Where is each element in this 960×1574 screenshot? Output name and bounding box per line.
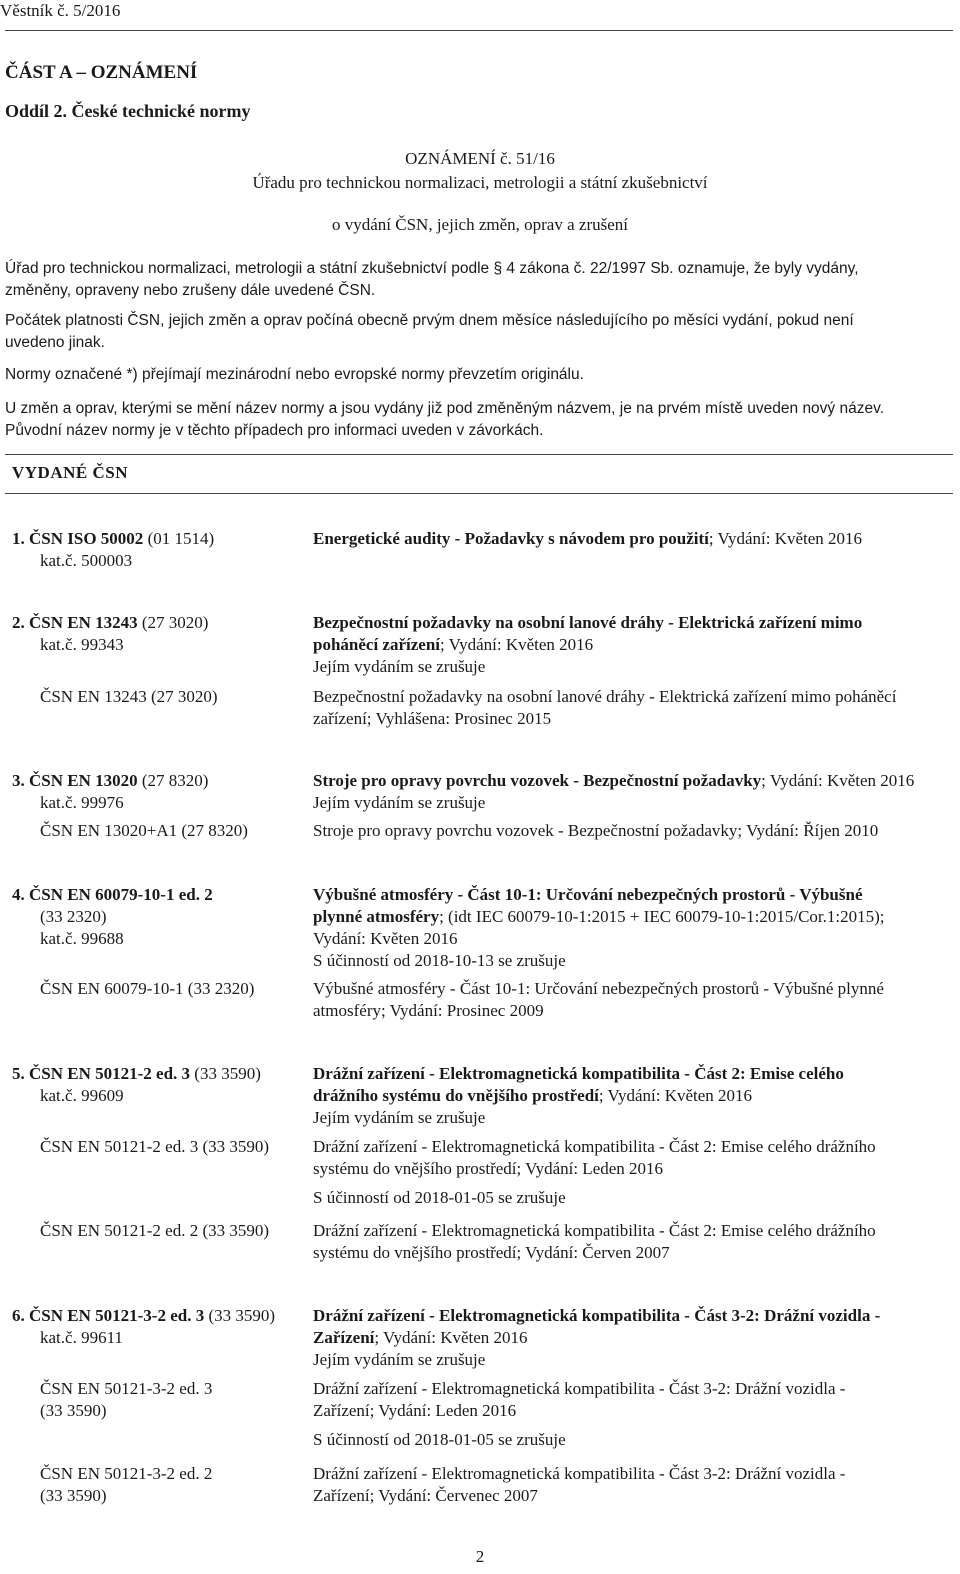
replaced-class: (33 3590) bbox=[40, 1486, 107, 1505]
entry-title: Drážní zařízení - Elektromagnetická kompatibilita - Část 3-2: Drážní vozidla - bbox=[313, 1306, 881, 1325]
catalog-number: kat.č. 99976 bbox=[40, 793, 124, 812]
entry-code: 5. ČSN EN 50121-2 ed. 3 (33 3590) bbox=[12, 1064, 261, 1083]
repeal-note: S účinností od 2018-10-13 se zrušuje bbox=[313, 951, 566, 970]
catalog-number: kat.č. 99609 bbox=[40, 1086, 124, 1105]
notice-subtitle: o vydání ČSN, jejich změn, oprav a zrušení bbox=[331, 215, 628, 234]
page-number: 2 bbox=[475, 1547, 485, 1566]
entry-title: Stroje pro opravy povrchu vozovek - Bezpečnostní požadavky; Vydání: Květen 2016 bbox=[313, 771, 915, 790]
adoption-paragraph: Normy označené *) přejímají mezinárodní nebo evropské normy převzetím originálu. bbox=[5, 366, 584, 383]
replaced-code: ČSN EN 13243 (27 3020) bbox=[40, 687, 218, 706]
header-rule bbox=[5, 30, 953, 31]
catalog-number: kat.č. 500003 bbox=[40, 551, 133, 570]
replaced-title: Drážní zařízení - Elektromagnetická kompatibilita - Část 3-2: Drážní vozidla - bbox=[313, 1379, 846, 1398]
replaced-class: (33 3590) bbox=[40, 1401, 107, 1420]
replaced-title: Zařízení; Vydání: Červenec 2007 bbox=[313, 1486, 538, 1505]
entry-title: Bezpečnostní požadavky na osobní lanové dráhy - Elektrická zařízení mimo bbox=[313, 613, 863, 632]
replaced-title: systému do vnějšího prostředí; Vydání: Červen 2007 bbox=[313, 1243, 670, 1262]
replaced-title: Drážní zařízení - Elektromagnetická kompatibilita - Část 3-2: Drážní vozidla - bbox=[313, 1464, 846, 1483]
validity-paragraph-line: Počátek platnosti ČSN, jejich změn a oprav počíná obecně prvým dnem měsíce následujícího po měsíci vydání, pokud není bbox=[5, 312, 854, 329]
entry-issue: Vydání: Květen 2016 bbox=[313, 929, 458, 948]
notice-title: OZNÁMENÍ č. 51/16 bbox=[405, 149, 555, 168]
section-title: Oddíl 2. České technické normy bbox=[5, 101, 251, 121]
naming-paragraph-line: U změn a oprav, kterými se mění název normy a jsou vydány již pod změněným názvem, je na prvém místě uveden nový název. bbox=[5, 400, 885, 417]
naming-paragraph-line: Původní název normy je v těchto případech pro informaci uveden v závorkách. bbox=[5, 422, 544, 439]
intro-paragraph-line: změněny, opraveny nebo zrušeny dále uvedené ČSN. bbox=[5, 282, 376, 299]
section-heading: VYDANÉ ČSN bbox=[12, 463, 128, 482]
entry-title: Drážní zařízení - Elektromagnetická kompatibilita - Část 2: Emise celého bbox=[313, 1064, 844, 1083]
repeal-note: Jejím vydáním se zrušuje bbox=[313, 1350, 486, 1369]
replaced-title: atmosféry; Vydání: Prosinec 2009 bbox=[313, 1001, 544, 1020]
replaced-title: systému do vnějšího prostředí; Vydání: Leden 2016 bbox=[313, 1159, 664, 1178]
entry-code: 2. ČSN EN 13243 (27 3020) bbox=[12, 613, 209, 632]
replaced-title: Drážní zařízení - Elektromagnetická kompatibilita - Část 2: Emise celého drážního bbox=[313, 1221, 876, 1240]
intro-paragraph-line: Úřad pro technickou normalizaci, metrologii a státní zkušebnictví podle § 4 zákona č. 22/1997 Sb. oznamuje, že byly vydány, bbox=[5, 260, 859, 277]
replaced-title: Bezpečnostní požadavky na osobní lanové dráhy - Elektrická zařízení mimo poháněcí bbox=[313, 687, 897, 706]
repeal-note: S účinností od 2018-01-05 se zrušuje bbox=[313, 1188, 566, 1207]
running-header: Věstník č. 5/2016 bbox=[0, 1, 121, 20]
replaced-code: ČSN EN 13020+A1 (27 8320) bbox=[40, 821, 248, 840]
replaced-title: Drážní zařízení - Elektromagnetická kompatibilita - Část 2: Emise celého drážního bbox=[313, 1137, 876, 1156]
validity-paragraph-line: uvedeno jinak. bbox=[5, 334, 105, 351]
entry-code: 4. ČSN EN 60079-10-1 ed. 2 bbox=[12, 885, 213, 904]
replaced-title: zařízení; Vyhlášena: Prosinec 2015 bbox=[313, 709, 552, 728]
entry-code: 3. ČSN EN 13020 (27 8320) bbox=[12, 771, 209, 790]
entry-code: 1. ČSN ISO 50002 (01 1514) bbox=[12, 529, 215, 548]
section-rule-bottom bbox=[5, 493, 953, 494]
part-title: ČÁST A – OZNÁMENÍ bbox=[5, 62, 198, 83]
replaced-code: ČSN EN 60079-10-1 (33 2320) bbox=[40, 979, 255, 998]
replaced-code: ČSN EN 50121-3-2 ed. 3 bbox=[40, 1379, 213, 1398]
entry-code: 6. ČSN EN 50121-3-2 ed. 3 (33 3590) bbox=[12, 1306, 276, 1325]
entry-title: Zařízení; Vydání: Květen 2016 bbox=[313, 1328, 528, 1347]
repeal-note: Jejím vydáním se zrušuje bbox=[313, 1108, 486, 1127]
replaced-title: Zařízení; Vydání: Leden 2016 bbox=[313, 1401, 517, 1420]
catalog-number: kat.č. 99343 bbox=[40, 635, 124, 654]
section-rule-top bbox=[5, 454, 953, 455]
catalog-number: kat.č. 99688 bbox=[40, 929, 124, 948]
repeal-note: S účinností od 2018-01-05 se zrušuje bbox=[313, 1430, 566, 1449]
catalog-number: kat.č. 99611 bbox=[40, 1328, 123, 1347]
entry-title: Energetické audity - Požadavky s návodem pro použití; Vydání: Květen 2016 bbox=[313, 529, 863, 548]
notice-issuer: Úřadu pro technickou normalizaci, metrologii a státní zkušebnictví bbox=[252, 173, 708, 192]
entry-title: drážního systému do vnějšího prostředí; Vydání: Květen 2016 bbox=[313, 1086, 753, 1105]
entry-title: plynné atmosféry; (idt IEC 60079-10-1:2015 + IEC 60079-10-1:2015/Cor.1:2015); bbox=[313, 907, 885, 926]
replaced-code: ČSN EN 50121-3-2 ed. 2 bbox=[40, 1464, 213, 1483]
entry-title: Výbušné atmosféry - Část 10-1: Určování nebezpečných prostorů - Výbušné bbox=[313, 885, 863, 904]
entry-class: (33 2320) bbox=[40, 907, 107, 926]
replaced-code: ČSN EN 50121-2 ed. 2 (33 3590) bbox=[40, 1221, 270, 1240]
replaced-title: Výbušné atmosféry - Část 10-1: Určování nebezpečných prostorů - Výbušné plynné bbox=[313, 979, 884, 998]
repeal-note: Jejím vydáním se zrušuje bbox=[313, 793, 486, 812]
replaced-title: Stroje pro opravy povrchu vozovek - Bezpečnostní požadavky; Vydání: Říjen 2010 bbox=[313, 821, 879, 840]
entry-title: poháněcí zařízení; Vydání: Květen 2016 bbox=[313, 635, 594, 654]
repeal-note: Jejím vydáním se zrušuje bbox=[313, 657, 486, 676]
replaced-code: ČSN EN 50121-2 ed. 3 (33 3590) bbox=[40, 1137, 270, 1156]
